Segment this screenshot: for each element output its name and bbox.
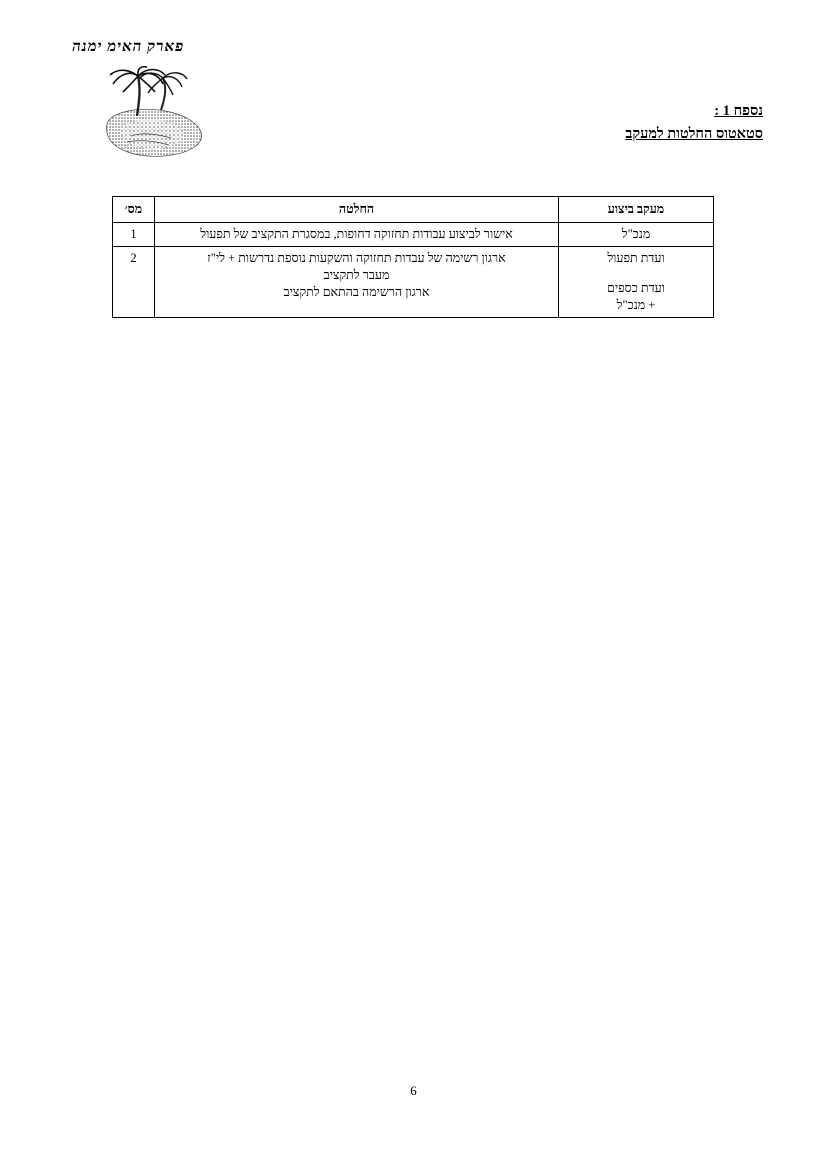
organization-logo-block xyxy=(72,38,272,56)
page-number: 6 xyxy=(410,1083,417,1098)
decision-line: מעבר לתקציב xyxy=(323,268,390,282)
cell-followup xyxy=(559,247,714,318)
decisions-table xyxy=(112,196,714,318)
cell-decision xyxy=(155,223,559,247)
cell-number: 2 xyxy=(113,247,155,318)
column-header-followup: מעקב ביצוע xyxy=(559,197,714,223)
decision-line: ארגון רשימה של עבדות תחזוקה והשקעות נוספת נדרשות + לי"ז xyxy=(207,251,506,265)
followup-line: מנכ"ל xyxy=(621,227,651,241)
followup-line: + מנכ"ל xyxy=(616,298,656,312)
table-header-row xyxy=(113,197,714,223)
column-header-number: מס׳ xyxy=(113,197,155,223)
decision-line: אישור לביצוע עבודות תחזוקה דחופות, במסגרת התקציב של תפעול xyxy=(200,227,513,241)
table-row xyxy=(113,223,714,247)
cell-decision xyxy=(155,247,559,318)
page-title xyxy=(283,100,763,146)
column-header-decision: החלטה xyxy=(155,197,559,223)
followup-spacer xyxy=(564,267,708,280)
cell-number: 1 xyxy=(113,223,155,247)
decision-line: ארגון הרשימה בהתאם לתקציב xyxy=(283,285,430,299)
organization-name: פארק האימ ימנה xyxy=(70,39,186,55)
palm-tree-island-logo-icon xyxy=(97,66,227,161)
cell-followup xyxy=(559,223,714,247)
title-line-1: נספח 1 : xyxy=(714,103,763,119)
table-row xyxy=(113,247,714,318)
followup-line: ועדת תפעול xyxy=(607,251,665,265)
decisions-table-container xyxy=(113,196,714,318)
followup-line: ועדת כספים xyxy=(607,281,665,295)
title-line-2: סטאטוס החלטות למעקב xyxy=(625,126,763,142)
